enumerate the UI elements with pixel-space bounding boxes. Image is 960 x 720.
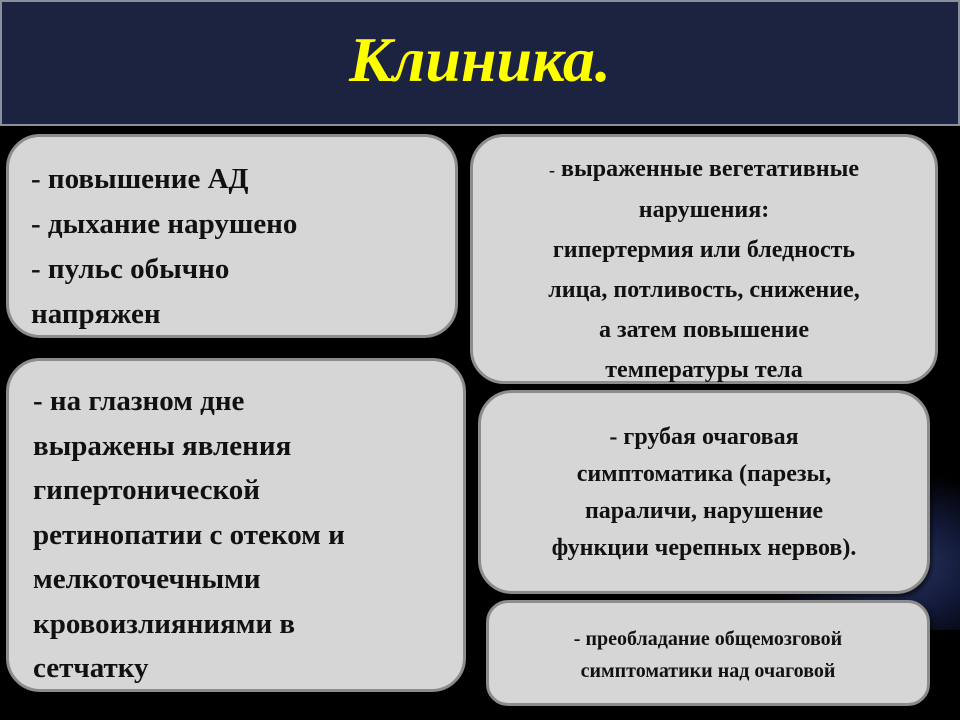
- fundus-box: [6, 358, 466, 692]
- vital-signs-line: - повышение АД: [31, 163, 249, 195]
- focal-line: - грубая очаговая: [609, 424, 799, 450]
- slide-title: Клиника.: [349, 24, 611, 95]
- cerebral-line: симптоматики над очаговой: [580, 660, 836, 682]
- fundus-line: мелкоточечными: [33, 563, 261, 595]
- focal-line: функции черепных нервов).: [551, 535, 857, 561]
- focal-symptoms-box: [478, 390, 930, 594]
- fundus-line: выражены явления: [33, 429, 292, 462]
- fundus-line: - на глазном дне: [33, 385, 245, 417]
- vegetative-line: нарушения:: [638, 197, 770, 223]
- vegetative-line: температуры тела: [605, 357, 803, 383]
- vital-signs-line: - дыхание нарушено: [31, 208, 298, 240]
- vegetative-line: гипертермия или бледность: [552, 237, 856, 263]
- fundus-line: ретинопатии с отеком и: [33, 518, 345, 551]
- cerebral-symptoms-box: [486, 600, 930, 706]
- vital-signs-line: - пульс обычно: [31, 253, 230, 285]
- focal-line: симптоматика (парезы,: [576, 461, 832, 487]
- vegetative-line: а затем повышение: [599, 317, 809, 343]
- vegetative-line: [483, 149, 925, 190]
- cerebral-line: - преобладание общемозговой: [573, 628, 843, 650]
- vital-signs-box: [6, 134, 458, 338]
- vegetative-disorders-box: [470, 134, 938, 384]
- fundus-line: кровоизлияниями в: [33, 607, 296, 640]
- vital-signs-line: напряжен: [31, 298, 161, 330]
- focal-line: параличи, нарушение: [584, 498, 824, 524]
- vegetative-first-line: выраженные вегетативные: [561, 156, 859, 182]
- vegetative-prefix: -: [549, 160, 556, 180]
- fundus-line: сетчатку: [33, 652, 149, 684]
- fundus-line: гипертонической: [33, 474, 260, 506]
- vegetative-line: лица, потливость, снижение,: [548, 277, 860, 303]
